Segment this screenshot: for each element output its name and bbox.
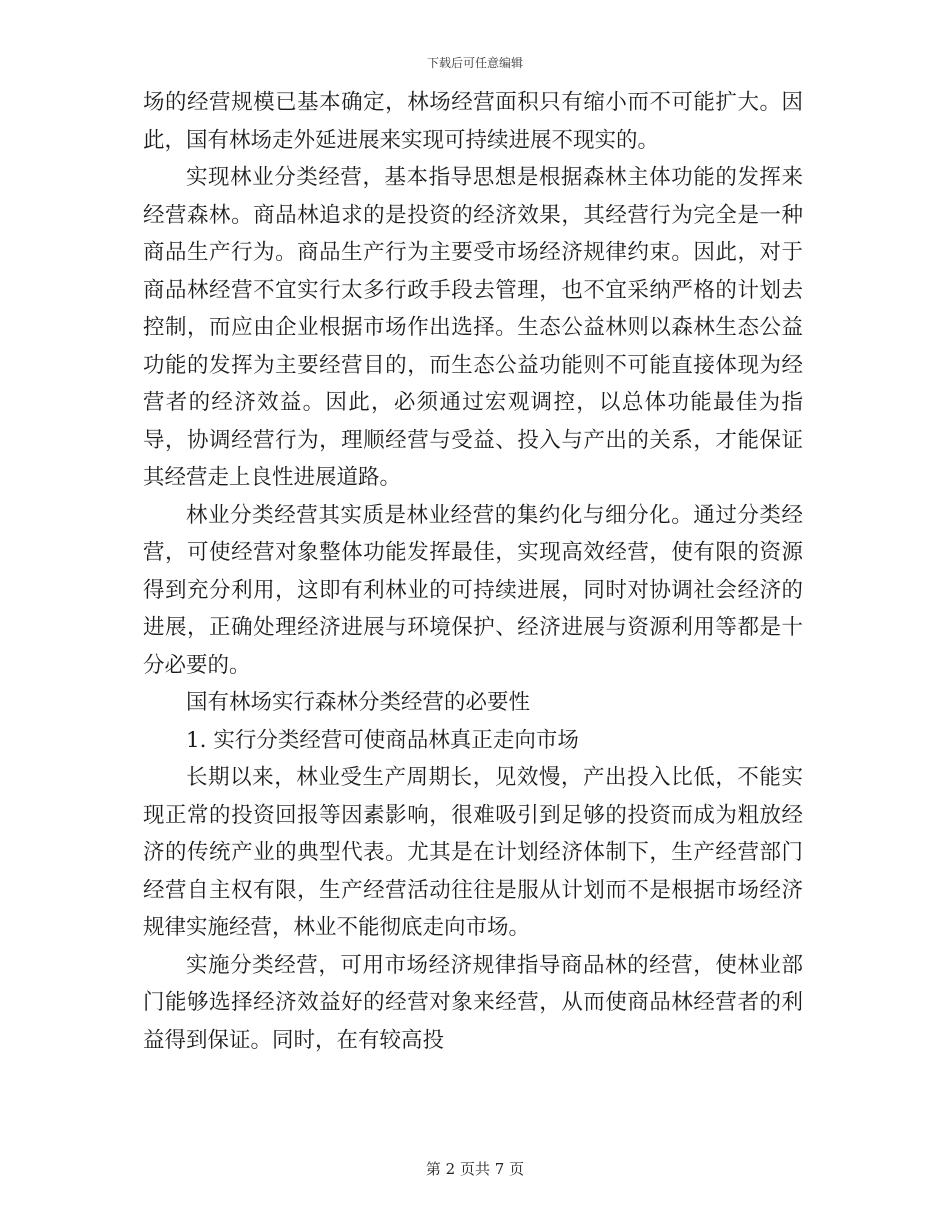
paragraph-continuation: 场的经营规模已基本确定，林场经营面积只有缩小而不可能扩大。因此，国有林场走外延进展来实现可持续进展不现实的。 bbox=[143, 90, 803, 153]
paragraph: 实施分类经营，可用市场经济规律指导商品林的经营，使林业部门能够选择经济效益好的经营对象来经营，从而使商品林经营者的利益得到保证。同时，在有较高投 bbox=[143, 952, 803, 1053]
subsection-heading: 1. 实行分类经营可使商品林真正走向市场 bbox=[186, 727, 579, 753]
page-header: 下载后可任意编辑 bbox=[426, 56, 523, 70]
paragraph: 林业分类经营其实质是林业经营的集约化与细分化。通过分类经营，可使经营对象整体功能发挥最佳，实现高效经营，使有限的资源得到充分利用，这即有利林业的可持续进展，同时对协调社会经济的进展，正确处理经济进展与环境保护、经济进展与资源利用等都是十分必要的。 bbox=[143, 502, 803, 678]
paragraph: 实现林业分类经营，基本指导思想是根据森林主体功能的发挥来经营森林。商品林追求的是投资的经济效果，其经营行为完全是一种商品生产行为。商品生产行为主要受市场经济规律约束。因此，对于商品林经营不宜实行太多行政手段去管理，也不宜采纳严格的计划去控制，而应由企业根据市场作出选择。生态公益林则以森林生态公益功能的发挥为主要经营目的，而生态公益功能则不可能直接体现为经营者的经济效益。因此，必须通过宏观调控，以总体功能最佳为指导，协调经营行为，理顺经营与受益、投入与产出的关系，才能保证其经营走上良性进展道路。 bbox=[143, 165, 803, 490]
document-body bbox=[143, 84, 803, 1059]
page-footer: 第 2 页共 7 页 bbox=[425, 1160, 525, 1178]
paragraph: 长期以来，林业受生产周期长，见效慢，产出投入比低，不能实现正常的投资回报等因素影响，很难吸引到足够的投资而成为粗放经济的传统产业的典型代表。尤其是在计划经济体制下，生产经营部门经营自主权有限，生产经营活动往往是服从计划而不是根据市场经济规律实施经营，林业不能彻底走向市场。 bbox=[143, 765, 803, 940]
section-heading: 国有林场实行森林分类经营的必要性 bbox=[186, 690, 531, 715]
